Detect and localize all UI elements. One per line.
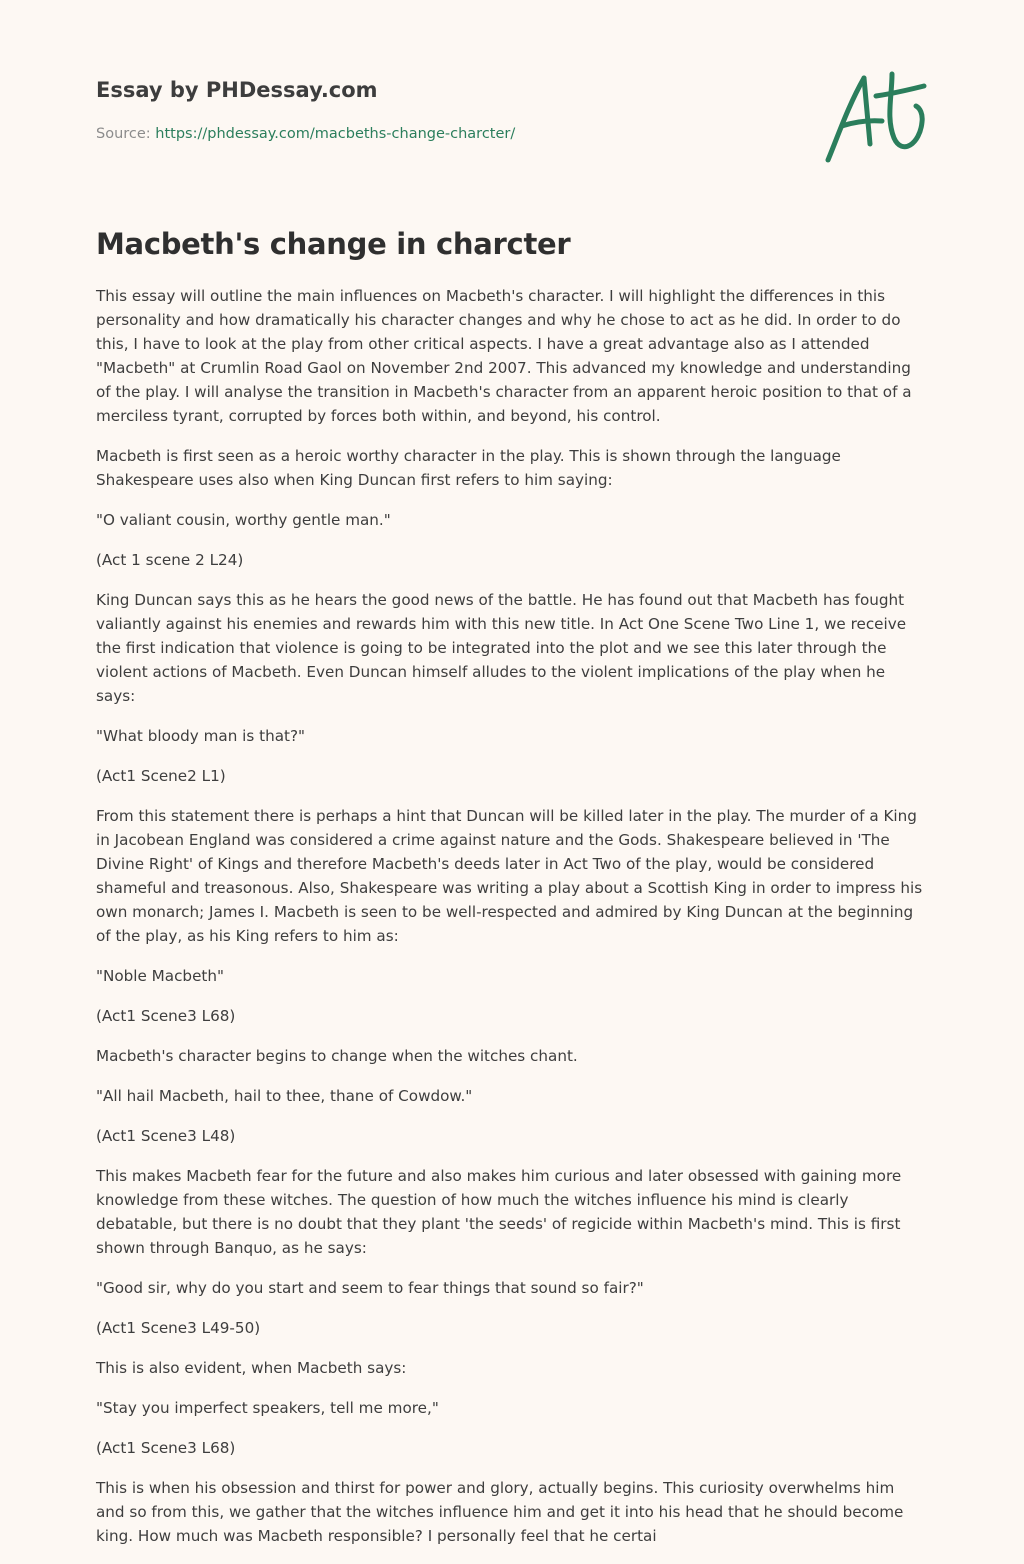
source-line [96, 124, 796, 144]
paragraph: This is when his obsession and thirst for power and glory, actually begins. This curiosity overwhelms him and so from this, we gather that the witches influence him and get it into his head that he should become king. How much was Macbeth responsible? I personally feel that he certai [96, 1479, 904, 1545]
citation: (Act1 Scene3 L68) [96, 1007, 236, 1025]
essay-body [96, 284, 926, 1564]
a-plus-icon [820, 66, 930, 166]
quote: "Stay you imperfect speakers, tell me more," [96, 1399, 439, 1417]
quote: "What bloody man is that?" [96, 727, 306, 745]
paragraph: Macbeth is first seen as a heroic worthy character in the play. This is shown through the language Shakespeare uses also when King Duncan first refers to him saying: [96, 447, 841, 489]
citation: (Act1 Scene2 L1) [96, 767, 226, 785]
citation: (Act1 Scene3 L48) [96, 1127, 236, 1145]
page-header [96, 74, 796, 144]
paragraph: From this statement there is perhaps a hint that Duncan will be killed later in the play. The murder of a King in Jacobean England was considered a crime against nature and the Gods. Shakespeare believed in 'The Divine Right' of Kings and therefore Macbeth's deeds later in Act Two of the play, would be considered shameful and treasonous. Also, Shakespeare was writing a play about a Scottish King in order to impress his own monarch; James I. Macbeth is seen to be well-respected and admired by King Duncan at the beginning of the play, as his King refers to him as: [96, 807, 923, 945]
quote: "Noble Macbeth" [96, 967, 224, 985]
paragraph: This essay will outline the main influences on Macbeth's character. I will highlight the differences in this personality and how dramatically his character changes and why he chose to act as he did. In order to do this, I have to look at the play from other critical aspects. I have a great advantage also as I attended "Macbeth" at Crumlin Road Gaol on November 2nd 2007. This advanced my knowledge and understanding of the play. I will analyse the transition in Macbeth's character from an apparent heroic position to that of a merciless tyrant, corrupted by forces both within, and beyond, his control. [96, 287, 912, 425]
source-label: Source: [96, 126, 156, 142]
quote: "All hail Macbeth, hail to thee, thane of Cowdow." [96, 1087, 473, 1105]
citation: (Act 1 scene 2 L24) [96, 551, 244, 569]
quote: "O valiant cousin, worthy gentle man." [96, 511, 391, 529]
source-link[interactable]: https://phdessay.com/macbeths-change-charcter/ [155, 126, 516, 142]
site-title: Essay by PHDessay.com [96, 78, 378, 102]
paragraph: This makes Macbeth fear for the future and also makes him curious and later obsessed with gaining more knowledge from these witches. The question of how much the witches influence his mind is clearly debatable, but there is no doubt that they plant 'the seeds' of regicide within Macbeth's mind. This is first shown through Banquo, as he says: [96, 1167, 902, 1257]
citation: (Act1 Scene3 L68) [96, 1439, 236, 1457]
citation: (Act1 Scene3 L49-50) [96, 1319, 261, 1337]
paragraph: Macbeth's character begins to change when the witches chant. [96, 1047, 578, 1065]
quote: "Good sir, why do you start and seem to fear things that sound so fair?" [96, 1279, 644, 1297]
essay-title: Macbeth's change in charcter [96, 227, 571, 261]
paragraph: King Duncan says this as he hears the good news of the battle. He has found out that Macbeth has fought valiantly against his enemies and rewards him with this new title. In Act One Scene Two Line 1, we receive the first indication that violence is going to be integrated into the plot and we see this later through the violent actions of Macbeth. Even Duncan himself alludes to the violent implications of the play when he says: [96, 591, 907, 705]
paragraph: This is also evident, when Macbeth says: [96, 1359, 407, 1377]
